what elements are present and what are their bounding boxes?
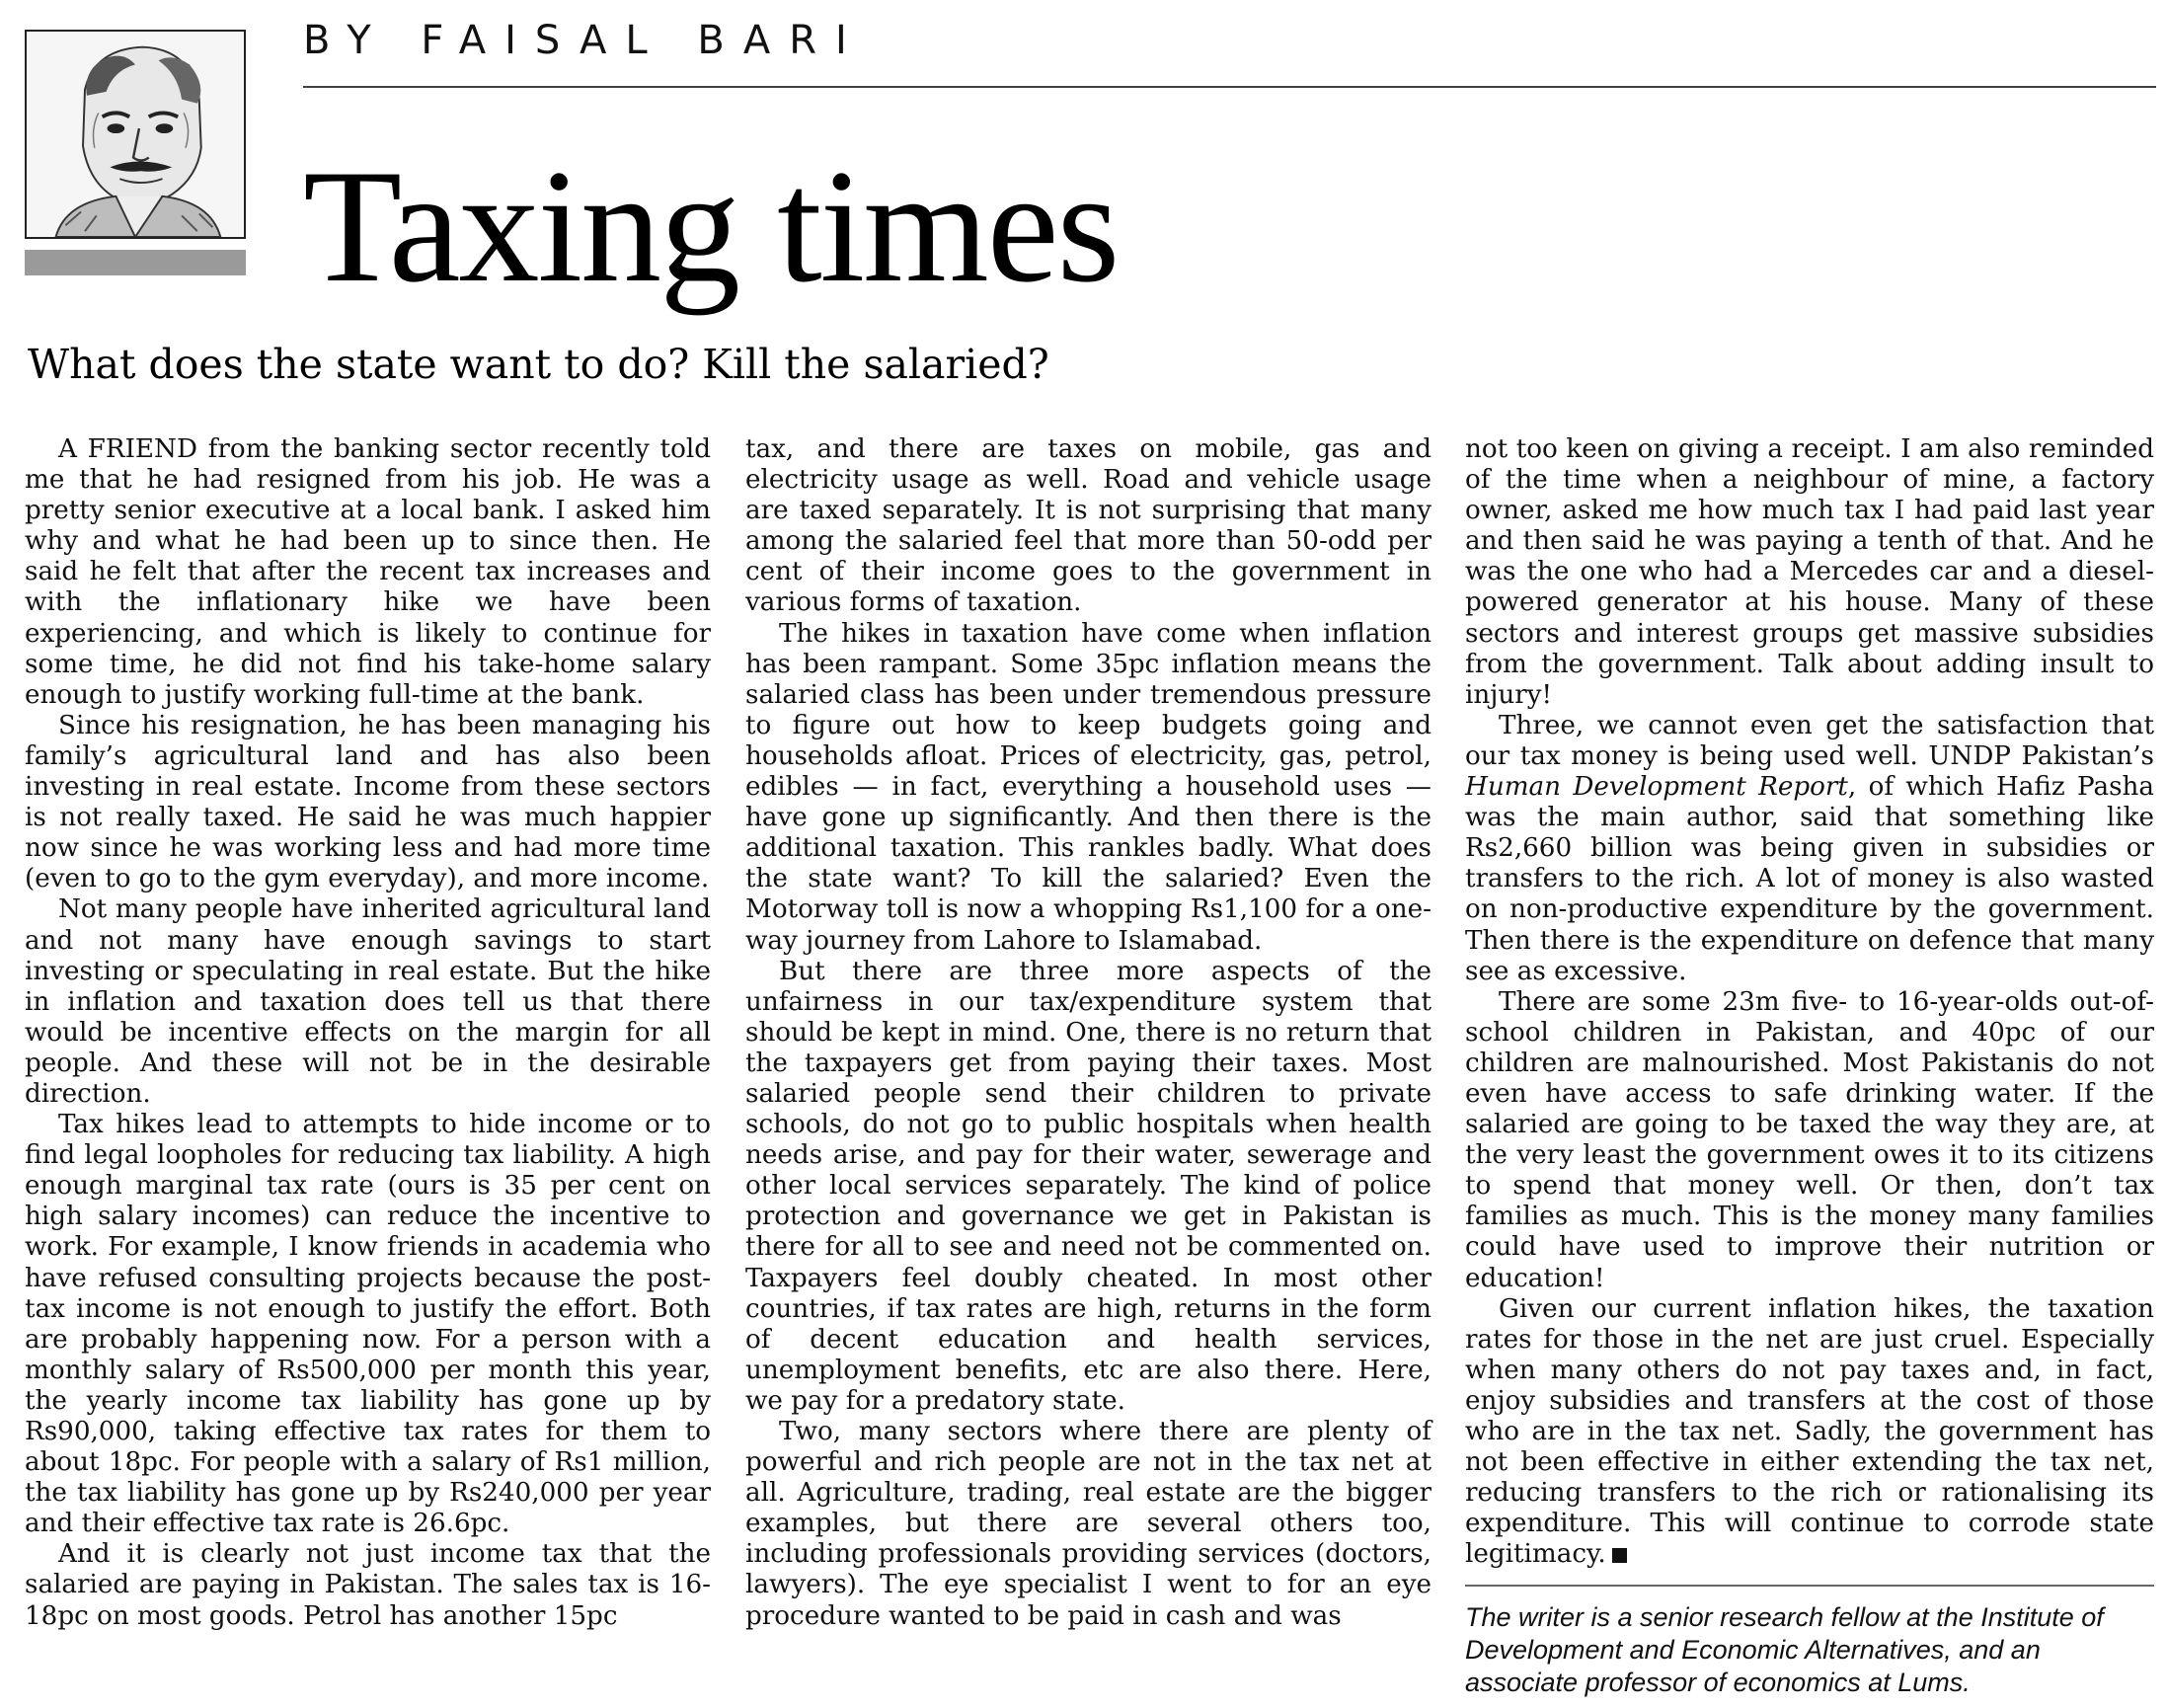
article-column-2 [745,434,1431,1632]
portrait-grey-bar [25,250,246,275]
paragraph: not too keen on giving a receipt. I am also reminded of the time when a neighbour of mine, a factory owner, asked me how much tax I had paid last year and then said he was paying a tenth of that. And he was the one who had a Mercedes car and a diesel-powered generator at his house. Many of these sectors and interest groups get massive subsidies from the government. Talk about adding insult to injury! [1465,434,2154,710]
author-sketch-image [27,32,244,237]
end-mark-icon [1612,1548,1627,1563]
paragraph: Tax hikes lead to attempts to hide income or to find legal loopholes for reducing tax liability. A high enough marginal tax rate (ours is 35 per cent on high salary incomes) can reduce the incentive to work. For example, I know friends in academia who have refused consulting projects because the post-tax income is not enough to justify the effort. Both are probably happening now. For a person with a monthly salary of Rs500,000 per month this year, the yearly income tax liability has gone up by Rs90,000, taking effective tax rates for them to about 18pc. For people with a salary of Rs1 million, the tax liability has gone up by Rs240,000 per year and their effective tax rate is 26.6pc. [25,1110,711,1539]
headline: Taxing times [303,137,1119,316]
paragraph: Since his resignation, he has been managing his family’s agricultural land and has also been investing in real estate. Income from these sectors is not really taxed. He said he was much happier now since he was working less and had more time (even to go to the gym everyday), and more income. [25,710,711,894]
report-title-italic: Human Development Report [1465,772,1848,803]
author-portrait [25,30,246,239]
paragraph: There are some 23m five- to 16-year-olds out-of-school children in Pakistan, and 40pc of our children are malnourished. Most Pakistanis do not even have access to safe drinking water. If the salaried are going to be taxed the way they are, at the very least the government owes it to its citizens to spend that money well. Or then, don’t tax families as much. This is the money many families could have used to improve their nutrition or education! [1465,986,2154,1293]
paragraph-with-report-title [1465,711,2154,987]
byline-rule [303,86,2156,88]
bio-rule [1465,1585,2154,1587]
paragraph-text: Given our current inflation hikes, the taxation rates for those in the net are just cruel. Especially when many others do not pay taxes and, in fact, enjoy subsidies and transfers at the cost of those who are in the tax net. Sadly, the government has not been effective in either extending the tax net, reducing transfers to the rich or rationalising its expenditure. This will continue to corrode state legitimacy. [1465,1293,2154,1570]
paragraph: Two, many sectors where there are plenty of powerful and rich people are not in the tax net at all. Agriculture, trading, real estate are the bigger examples, but there are several others too, including professionals providing services (doctors, lawyers). The eye specialist I went to for an eye procedure wanted to be paid in cash and was [745,1417,1431,1631]
final-paragraph [1465,1294,2154,1571]
article-column-3 [1465,434,2154,1570]
byline: BY FAISAL BARI [303,18,866,63]
paragraph: And it is clearly not just income tax that the salaried are paying in Pakistan. The sales tax is 16-18pc on most goods. Petrol has another 15pc [25,1539,711,1631]
paragraph: But there are three more aspects of the unfairness in our tax/expenditure system that should be kept in mind. One, there is no return that the taxpayers get from paying their taxes. Most salaried people send their children to private schools, do not go to public hospitals when health needs arise, and pay for their water, sewerage and other local services separately. The kind of police protection and governance we get in Pakistan is there for all to see and need not be commented on. Taxpayers feel doubly cheated. In most other countries, if tax rates are high, returns in the form of decent education and health services, unemployment benefits, etc are also there. Here, we pay for a predatory state. [745,956,1431,1416]
paragraph: Not many people have inherited agricultural land and not many have enough savings to start investing or speculating in real estate. But the hike in inflation and taxation does tell us that there would be incentive effects on the margin for all people. And these will not be in the desirable direction. [25,894,711,1109]
paragraph: tax, and there are taxes on mobile, gas and electricity usage as well. Road and vehicle usage are taxed separately. It is not surprising that many among the salaried feel that more than 50-odd per cent of their income goes to the government in various forms of taxation. [745,434,1431,618]
article-column-1 [25,434,711,1632]
paragraph: A FRIEND from the banking sector recently told me that he had resigned from his job. He was a pretty senior executive at a local bank. I asked him why and what he had been up to since then. He said he felt that after the recent tax increases and with the inflationary hike we have been experiencing, and which is likely to continue for some time, he did not find his take-home salary enough to justify working full-time at the bank. [25,434,711,710]
paragraph-text: Three, we cannot even get the satisfaction that our tax money is being used well. UNDP Pakistan’s Human Development Report, of which Hafiz Pasha was the main author, said that something like Rs2,660 billion was being given in subsidies or transfers to the rich. A lot of money is also wasted on non-productive expenditure by the government. Then there is the expenditure on defence that many see as excessive. [1465,710,2154,986]
subhead: What does the state want to do? Kill the salaried? [28,341,1049,388]
author-bio: The writer is a senior research fellow at the Institute of Development and Economic Alternatives, and an associate professor of economics at Lums. [1465,1602,2104,1697]
paragraph: The hikes in taxation have come when inflation has been rampant. Some 35pc inflation means the salaried class has been under tremendous pressure to figure out how to keep budgets going and households afloat. Prices of electricity, gas, petrol, edibles — in fact, everything a household uses — have gone up significantly. And then there is the additional taxation. This rankles badly. What does the state want? To kill the salaried? Even the Motorway toll is now a whopping Rs1,100 for a one-way journey from Lahore to Islamabad. [745,618,1431,956]
